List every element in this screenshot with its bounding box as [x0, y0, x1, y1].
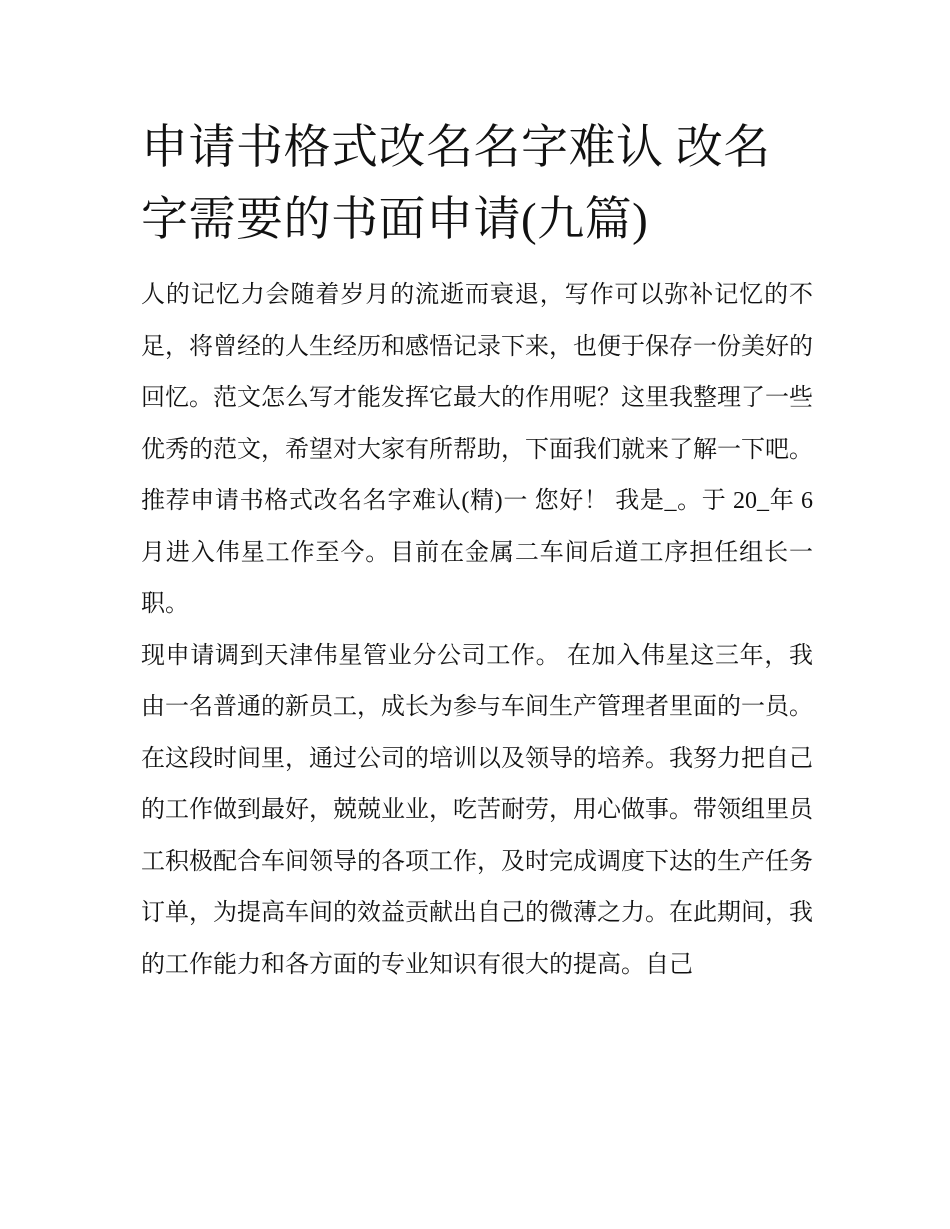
intro-paragraph: 人的记忆力会随着岁月的流逝而衰退，写作可以弥补记忆的不足，将曾经的人生经历和感悟记录下来，也便于保存一份美好的回忆。范文怎么写才能发挥它最大的作用呢？这里我整理了一些优秀的范文，希望对大家有所帮助，下面我们就来了解一下吧。	[141, 282, 813, 463]
paragraph-2: 推荐申请书格式改名名字难认(精)一 您好！ 我是_。于 20_年 6 月进入伟星工作至今。目前在金属二车间后道工序担任组长一职。	[141, 488, 813, 617]
paragraph-3: 现申请调到天津伟星管业分公司工作。 在加入伟星这三年，我由一名普通的新员工，成长为参与车间生产管理者里面的一员。	[141, 642, 813, 720]
paragraph-4: 在这段时间里，通过公司的培训以及领导的培养。我努力把自己的工作做到最好，兢兢业业，吃苦耐劳，用心做事。带领组里员工积极配合车间领导的各项工作，及时完成调度下达的生产任务订单，为提高车间的效益贡献出自己的微薄之力。在此期间，我的工作能力和各方面的专业知识有很大的提高。自己	[141, 745, 813, 978]
document-title: 申请书格式改名名字难认 改名字需要的书面申请(九篇)	[141, 122, 771, 246]
document-body	[141, 112, 813, 991]
